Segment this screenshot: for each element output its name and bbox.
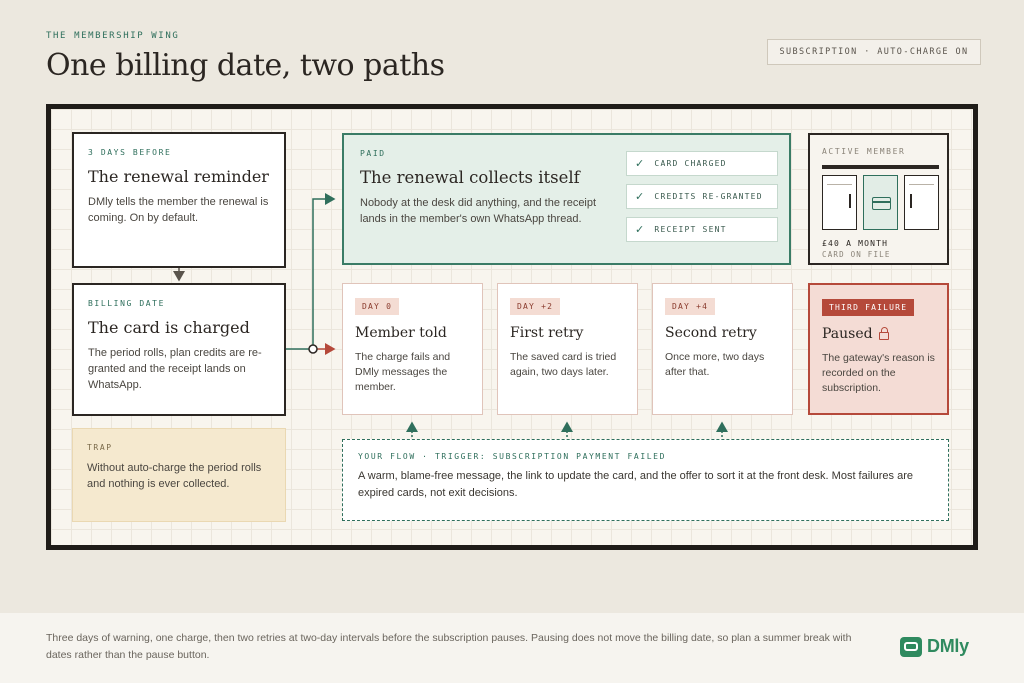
paused-title: Paused (822, 326, 873, 342)
paid-card (342, 133, 791, 265)
billing-title: The card is charged (88, 318, 250, 337)
step-title: First retry (510, 325, 584, 341)
check-item (626, 217, 778, 242)
locker-icon (904, 175, 939, 230)
reminder-title: The renewal reminder (88, 167, 269, 186)
credit-card-icon (872, 197, 891, 210)
step-card-day2 (497, 283, 638, 415)
billing-body: The period rolls, plan credits are re-granted and the receipt lands on WhatsApp. (88, 347, 262, 391)
locker-icon (822, 175, 857, 230)
active-member-card (808, 133, 949, 265)
logo-wordmark: DMly (927, 636, 969, 656)
lock-icon (879, 332, 889, 340)
step-title: Second retry (665, 325, 757, 341)
day-tag: DAY +4 (665, 298, 715, 315)
check-label: RECEIPT SENT (654, 225, 727, 234)
check-item (626, 184, 778, 209)
active-member-label: ACTIVE MEMBER (822, 147, 906, 156)
trap-card (72, 428, 286, 522)
trap-body: Without auto-charge the period rolls and nothing is ever collected. (87, 462, 262, 490)
billing-label: BILLING DATE (88, 299, 165, 308)
step-title: Member told (355, 325, 447, 341)
locker-icon (863, 175, 898, 230)
day-tag: DAY +2 (510, 298, 560, 315)
card-on-file: CARD ON FILE (822, 250, 891, 259)
reminder-label: 3 DAYS BEFORE (88, 148, 172, 157)
billing-card (72, 283, 286, 416)
step-body: The charge fails and DMly messages the member. (355, 351, 451, 393)
check-label: CREDITS RE-GRANTED (654, 192, 763, 201)
status-badge: SUBSCRIPTION · AUTO-CHARGE ON (767, 39, 981, 65)
footer (0, 613, 1024, 683)
chat-bubble-icon (900, 637, 922, 657)
your-flow-card (342, 439, 949, 521)
step-body: Once more, two days after that. (665, 351, 765, 378)
paid-body: Nobody at the desk did anything, and the receipt lands in the member's own WhatsApp thread. (360, 197, 597, 225)
paid-label: PAID (360, 149, 386, 158)
check-label: CARD CHARGED (654, 159, 727, 168)
failure-tag: THIRD FAILURE (822, 299, 914, 316)
lockers-illustration (822, 165, 939, 229)
page-title: One billing date, two paths (46, 48, 445, 83)
reminder-body: DMly tells the member the renewal is coming. On by default. (88, 196, 269, 224)
check-icon: ✓ (635, 190, 646, 203)
flow-body: A warm, blame-free message, the link to update the card, and the offer to sort it at the front desk. Most failures are expired cards, not exit decisions. (358, 470, 913, 499)
paused-card (808, 283, 949, 415)
brand-logo (900, 636, 969, 657)
reminder-card (72, 132, 286, 268)
day-tag: DAY 0 (355, 298, 399, 315)
check-item (626, 151, 778, 176)
paused-body: The gateway's reason is recorded on the subscription. (822, 352, 935, 394)
flow-label: YOUR FLOW · TRIGGER: SUBSCRIPTION PAYMENT FAILED (358, 452, 666, 461)
step-card-day4 (652, 283, 793, 415)
section-eyebrow: THE MEMBERSHIP WING (46, 31, 180, 41)
paid-checklist (626, 151, 778, 250)
membership-price: £40 A MONTH (822, 239, 889, 248)
check-icon: ✓ (635, 157, 646, 170)
step-body: The saved card is tried again, two days later. (510, 351, 617, 378)
check-icon: ✓ (635, 223, 646, 236)
trap-label: TRAP (87, 443, 113, 452)
footer-caption: Three days of warning, one charge, then two retries at two-day intervals before the subscription pauses. Pausing does not move the billing date, so plan a summer break with dates rather than the pause button. (46, 632, 852, 661)
paused-title-row (822, 326, 935, 342)
paid-title: The renewal collects itself (360, 168, 580, 187)
step-card-day0 (342, 283, 483, 415)
